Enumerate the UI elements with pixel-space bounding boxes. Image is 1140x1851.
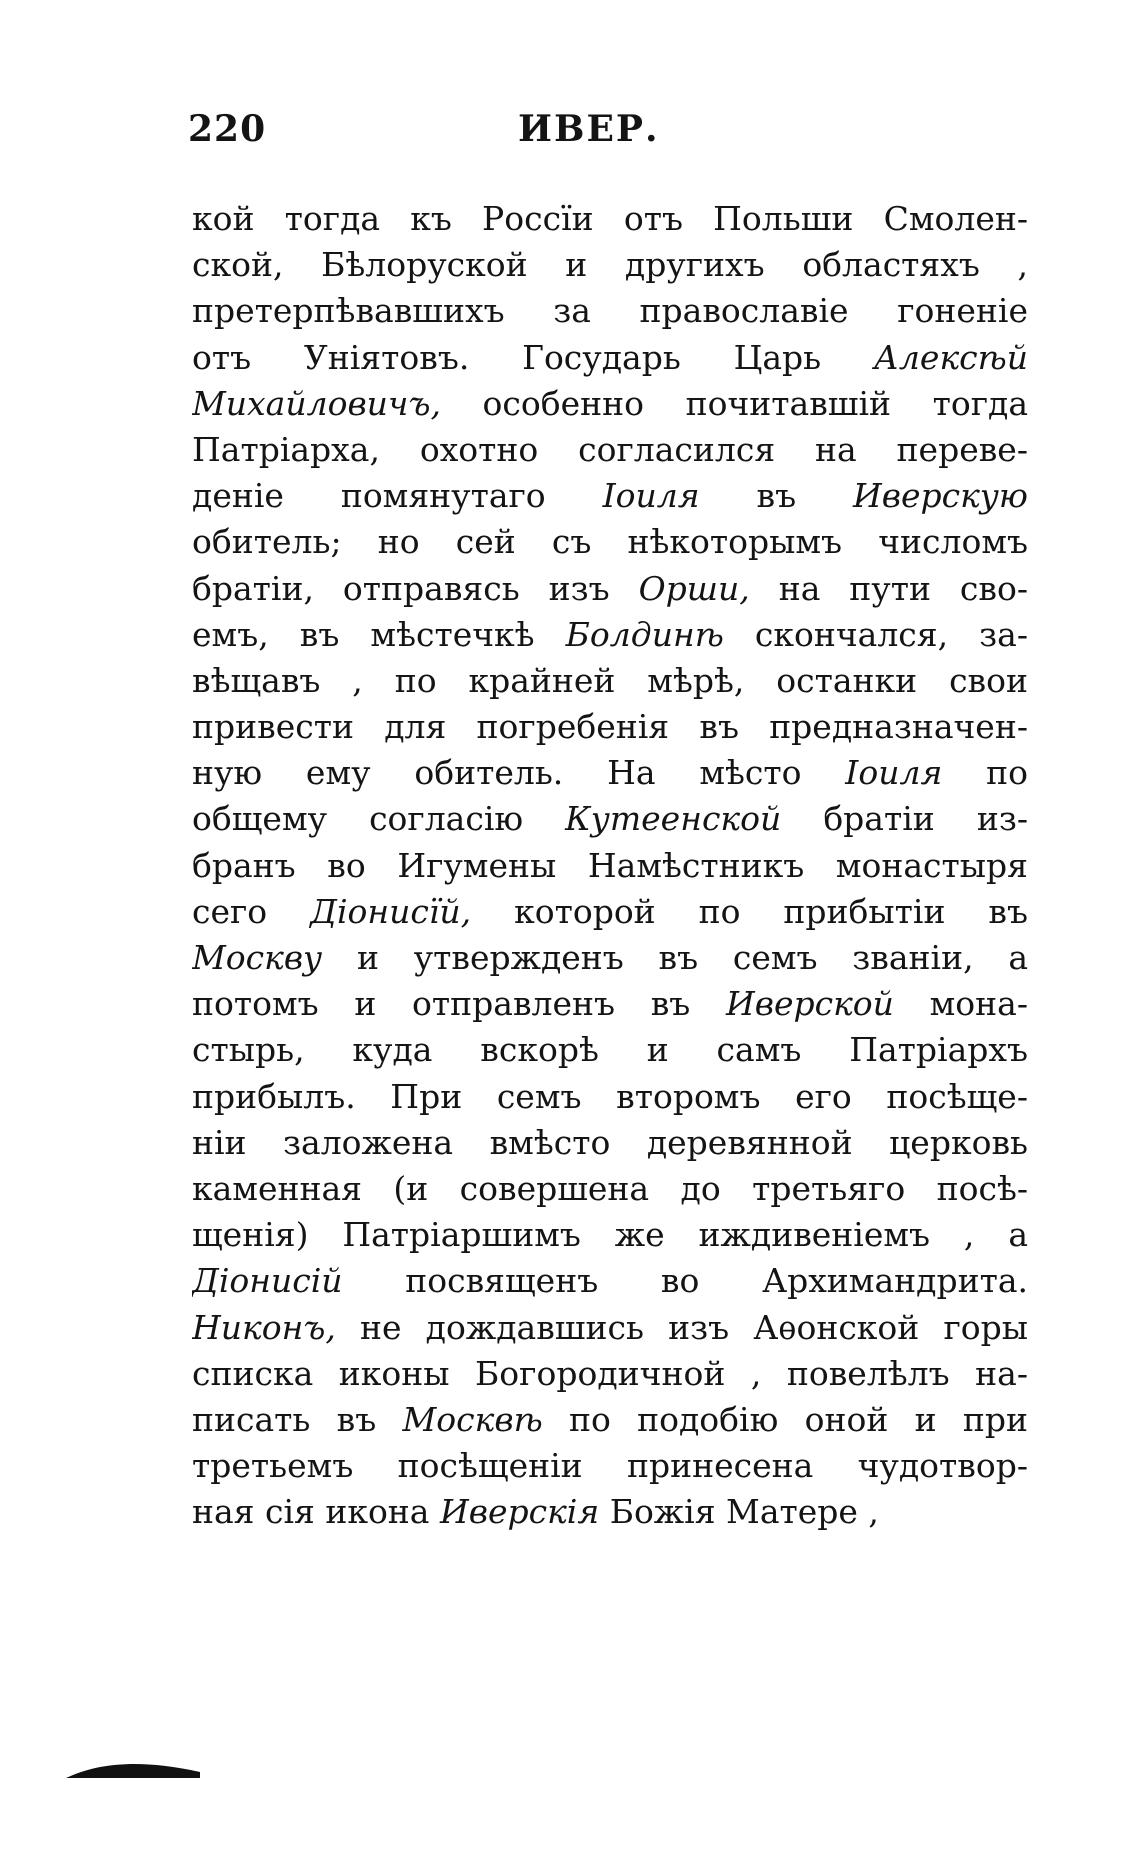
text-line xyxy=(192,519,1028,565)
text-run: братіи, отправясь изъ xyxy=(192,568,639,608)
text-run: посвященъ во Архимандрита. xyxy=(342,1261,1028,1301)
text-run: по подобію оной и при xyxy=(542,1399,1028,1439)
text-run: ную ему обитель. На мѣсто xyxy=(192,753,846,793)
text-line xyxy=(192,796,1028,842)
text-line xyxy=(192,473,1028,519)
text-run: деніе помянутаго xyxy=(192,476,603,516)
page-number: 220 xyxy=(188,108,267,150)
text-run: каменная (и совершена до третьяго посѣ- xyxy=(192,1168,1028,1208)
text-line xyxy=(192,612,1028,658)
text-run: потомъ и отправленъ въ xyxy=(192,984,726,1024)
text-run: третьемъ посѣщеніи принесена чудотвор- xyxy=(192,1446,1028,1486)
italic-name: Москву xyxy=(192,938,323,977)
text-line xyxy=(192,1443,1028,1489)
text-line xyxy=(192,242,1028,288)
text-run: и утвержденъ въ семъ званіи, а xyxy=(322,938,1028,977)
text-line xyxy=(192,1027,1028,1073)
text-line xyxy=(192,1120,1028,1166)
italic-name: Никонъ, xyxy=(192,1307,336,1347)
italic-name: Болдинѣ xyxy=(565,614,724,654)
text-run: отъ Уніятовъ. Государь Царь xyxy=(192,337,874,377)
italic-name: Діонисїй, xyxy=(310,891,472,931)
text-line xyxy=(192,335,1028,381)
text-line xyxy=(192,935,1028,981)
text-run: прибылъ. При семъ второмъ его посѣще- xyxy=(192,1076,1028,1116)
text-run: Божія Матере , xyxy=(599,1492,879,1532)
text-run: емъ, въ мѣстечкѣ xyxy=(192,614,566,654)
text-run: кой тогда къ Россїи отъ Польши Смолен- xyxy=(192,199,1028,238)
text-line xyxy=(192,1489,1028,1535)
italic-name: Орши, xyxy=(638,568,750,608)
text-run: списка иконы Богородичной , повелѣлъ на- xyxy=(192,1353,1028,1393)
text-run: ской, Бѣлорускoй и другихъ областяхъ , xyxy=(192,245,1028,285)
italic-name: Москвѣ xyxy=(402,1399,543,1439)
italic-name: Михайловичъ, xyxy=(192,383,441,423)
text-run: писать въ xyxy=(192,1399,403,1439)
text-line xyxy=(192,658,1028,704)
text-run: общему согласію xyxy=(192,799,566,839)
italic-name: Иверскія xyxy=(439,1492,600,1532)
text-run: привести для погребенія въ предназначен- xyxy=(192,707,1028,747)
text-line xyxy=(192,1258,1028,1304)
italic-name: Іоиля xyxy=(845,753,943,793)
text-run: претерпѣвавшихъ за православіе гоненіе xyxy=(192,291,1028,331)
text-line xyxy=(192,427,1028,473)
text-run: скончался, за- xyxy=(723,614,1028,654)
text-run: вѣщавъ , по крайней мѣрѣ, останки свои xyxy=(192,660,1028,700)
text-run: обитель; но сей съ нѣкоторымъ числомъ xyxy=(192,522,1028,562)
text-run: мона- xyxy=(893,984,1028,1024)
text-line xyxy=(192,288,1028,334)
italic-name: Иверскую xyxy=(852,476,1028,516)
text-line xyxy=(192,843,1028,889)
text-run: ная сія икона xyxy=(192,1492,440,1532)
italic-name: Іоиля xyxy=(602,476,700,516)
ink-smudge-mark xyxy=(66,1758,200,1780)
text-line xyxy=(192,1351,1028,1397)
text-line xyxy=(192,889,1028,935)
text-line xyxy=(192,981,1028,1027)
text-line xyxy=(192,381,1028,427)
body-text xyxy=(192,196,1028,1535)
text-run: особенно почитавшій тогда xyxy=(440,383,1028,423)
text-line xyxy=(192,704,1028,750)
text-run: Патріарха, охотно согласился на переве- xyxy=(192,429,1028,469)
running-head: ИВЕР. xyxy=(518,108,660,150)
text-run: ніи заложена вмѣсто деревянной церковь xyxy=(192,1122,1028,1162)
italic-name: Алексѣй xyxy=(873,337,1028,377)
text-line xyxy=(192,1166,1028,1212)
text-run: братіи из- xyxy=(781,799,1028,839)
text-line xyxy=(192,196,1028,242)
page-header xyxy=(188,108,948,158)
italic-name: Иверской xyxy=(725,984,894,1024)
text-line xyxy=(192,566,1028,612)
text-run: щенія) Патріаршимъ же иждивеніемъ , а xyxy=(192,1215,1028,1255)
text-run: стырь, куда вскорѣ и самъ Патріархъ xyxy=(192,1030,1028,1070)
text-line xyxy=(192,1397,1028,1443)
italic-name: Кутеенской xyxy=(565,799,782,839)
text-run: на пути сво- xyxy=(749,568,1028,608)
text-line xyxy=(192,1305,1028,1351)
italic-name: Діонисій xyxy=(192,1261,343,1301)
text-line xyxy=(192,1212,1028,1258)
text-run: въ xyxy=(699,476,853,516)
text-run: по xyxy=(942,753,1028,793)
text-run: которой по прибытіи въ xyxy=(471,891,1028,931)
text-run: не дождавшись изъ Аѳонской горы xyxy=(335,1307,1028,1347)
text-line xyxy=(192,1074,1028,1120)
text-run: бранъ во Игумены Намѣстникъ монастыря xyxy=(192,845,1028,885)
text-line xyxy=(192,750,1028,796)
text-run: сего xyxy=(192,891,311,931)
